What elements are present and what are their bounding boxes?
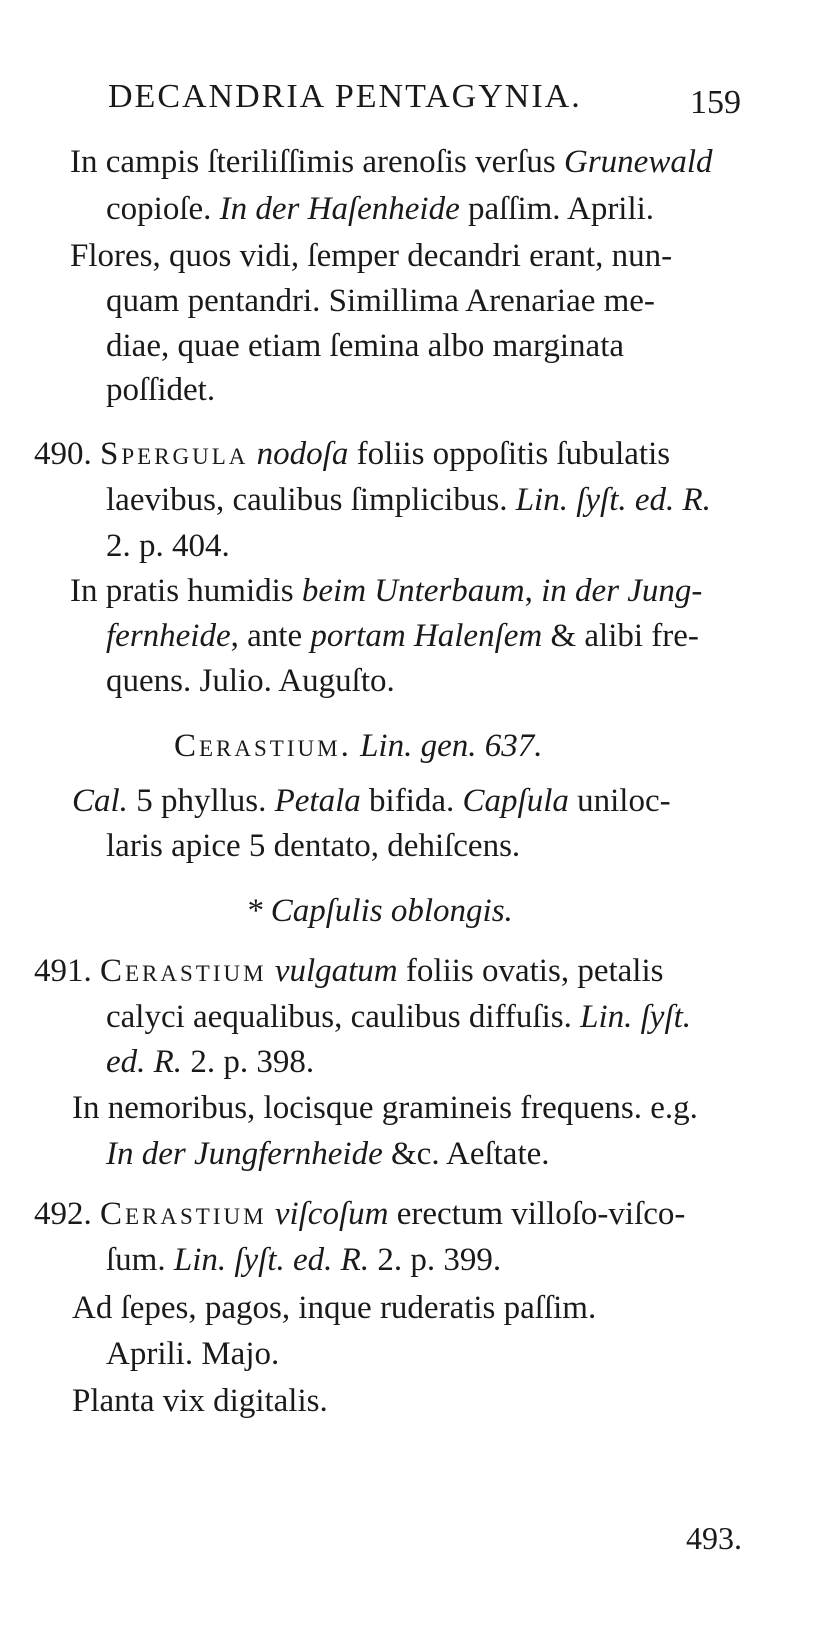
genus-character-1: Cal. 5 phyllus. Petala bifida. Capſula uniloc- bbox=[72, 783, 671, 819]
entry-492-line-1: 492. Cerastium viſcoſum erectum villoſo-viſco- bbox=[34, 1196, 686, 1232]
text-line: quam pentandri. Simillima Arenariae me- bbox=[106, 283, 655, 319]
genus-character-2: laris apice 5 dentato, dehiſcens. bbox=[106, 828, 521, 864]
entry-492-habitat-1: Ad ſepes, pagos, inque ruderatis paſſim. bbox=[72, 1290, 597, 1326]
text-line: In campis ſteriliſſimis arenoſis verſus Grunewald bbox=[70, 144, 713, 180]
text-line: copioſe. In der Haſenheide paſſim. Aprili. bbox=[106, 191, 655, 227]
section-subheading: * Capſulis oblongis. bbox=[246, 893, 513, 929]
catchword: 493. bbox=[686, 1520, 742, 1556]
entry-491-habitat-1: In nemoribus, locisque gramineis frequens. e.g. bbox=[72, 1090, 698, 1126]
entry-490-habitat-2: fernheide, ante portam Halenſem & alibi fre- bbox=[106, 618, 699, 654]
entry-490-habitat-1: In pratis humidis beim Unterbaum, in der Jung- bbox=[70, 573, 703, 609]
entry-490-line-3: 2. p. 404. bbox=[106, 528, 230, 564]
text-line: diae, quae etiam ſemina albo marginata bbox=[106, 328, 625, 364]
entry-491-habitat-2: In der Jungfernheide &c. Aeſtate. bbox=[106, 1136, 550, 1172]
entry-492-habitat-2: Aprili. Majo. bbox=[106, 1336, 280, 1372]
running-title: DECANDRIA PENTAGYNIA. bbox=[108, 78, 582, 115]
entry-490-habitat-3: quens. Julio. Auguſto. bbox=[106, 663, 395, 699]
entry-491-line-3: ed. R. 2. p. 398. bbox=[106, 1044, 315, 1080]
entry-490-line-1: 490. Spergula nodoſa foliis oppoſitis ſubulatis bbox=[34, 436, 671, 472]
page-number: 159 bbox=[690, 84, 741, 121]
genus-heading: Cerastium. Lin. gen. 637. bbox=[174, 728, 543, 764]
entry-491-line-1: 491. Cerastium vulgatum foliis ovatis, petalis bbox=[34, 953, 664, 989]
entry-492-note: Planta vix digitalis. bbox=[72, 1383, 328, 1419]
text-line: poſſidet. bbox=[106, 372, 216, 408]
text-line: Flores, quos vidi, ſemper decandri erant, nun- bbox=[70, 238, 673, 274]
entry-491-line-2: calyci aequalibus, caulibus diffuſis. Lin. ſyſt. bbox=[106, 999, 692, 1035]
entry-492-line-2: ſum. Lin. ſyſt. ed. R. 2. p. 399. bbox=[106, 1242, 502, 1278]
entry-490-line-2: laevibus, caulibus ſimplicibus. Lin. ſyſt. ed. R. bbox=[106, 482, 711, 518]
